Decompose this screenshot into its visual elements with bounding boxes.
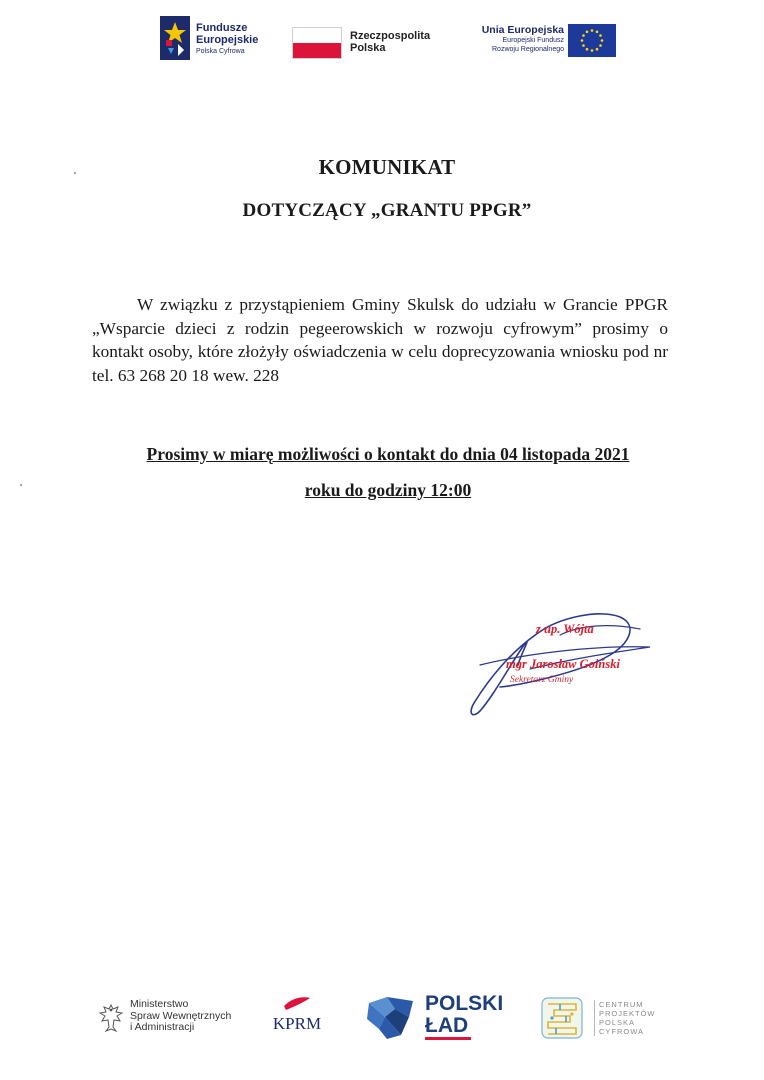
deadline-notice: [70, 436, 706, 508]
cppc-line1: CENTRUM: [599, 1000, 644, 1009]
mswia-line1: Ministerstwo: [130, 998, 189, 1010]
stamp-line2: mgr Jarosław Goiński: [506, 657, 620, 671]
ue-line1: Unia Europejska: [481, 24, 564, 36]
polish-flag-icon: [292, 27, 342, 59]
polski-lad-logo: [365, 993, 513, 1045]
cppc-logo: [540, 996, 670, 1042]
polish-eagle-icon: [98, 1003, 124, 1033]
eu-flag-icon: [568, 24, 616, 57]
ue-line2: Europejski Fundusz: [502, 37, 564, 44]
signature-block: [460, 595, 660, 725]
fe-line2: Europejskie: [196, 34, 259, 46]
stamp-line3: Sekretarz Gminy: [510, 675, 574, 685]
mswia-line3: i Administracji: [130, 1021, 195, 1033]
cppc-line3: POLSKA: [599, 1018, 636, 1027]
document-subtitle: DOTYCZĄCY „GRANTU PPGR”: [242, 200, 532, 221]
mswia-line2: Spraw Wewnętrznych: [130, 1009, 232, 1022]
fe-line3: Polska Cyfrowa: [196, 48, 245, 55]
stamp-line1: z up. Wójta: [536, 622, 594, 636]
rzeczpospolita-polska-logo: [290, 24, 440, 60]
kprm-logo: [266, 994, 328, 1036]
cppc-maze-icon: [540, 996, 584, 1040]
rp-line2: Polska: [350, 42, 386, 54]
scan-speck: [74, 172, 76, 174]
document-title: KOMUNIKAT: [318, 155, 456, 179]
polski-lad-emblem-icon: [365, 995, 417, 1041]
notice-line2: roku do godziny 12:00: [304, 480, 472, 500]
lad-line2: ŁAD: [425, 1014, 469, 1037]
fundusze-europejskie-emblem-icon: [160, 16, 190, 60]
fe-line1: Fundusze: [196, 22, 248, 34]
rp-line1: Rzeczpospolita: [350, 30, 431, 42]
body-paragraph: W związku z przystąpieniem Gminy Skulsk do udziału w Grancie PPGR „Wsparcie dzieci z rodzin pegeerowskich w rozwoju cyfrowym” prosimy o kontakt osoby, które złożyły oświadczenia w celu doprecyzowania wniosku pod nr tel. 63 268 20 18 wew. 228: [92, 295, 668, 385]
fundusze-europejskie-logo: [160, 16, 270, 62]
unia-europejska-logo: [462, 22, 616, 64]
cppc-line4: CYFROWA: [599, 1027, 645, 1036]
mswia-logo: [98, 999, 248, 1039]
scan-speck: [20, 484, 22, 486]
kprm-label: KPRM: [272, 1014, 322, 1033]
lad-underline: [425, 1037, 471, 1040]
ue-line3: Rozwoju Regionalnego: [492, 46, 564, 53]
lad-line1: POLSKI: [425, 992, 504, 1015]
kprm-flag-icon: [282, 994, 312, 1014]
notice-line1: Prosimy w miarę możliwości o kontakt do dnia 04 listopada 2021: [146, 444, 630, 464]
cppc-line2: PROJEKTÓW: [599, 1009, 656, 1018]
